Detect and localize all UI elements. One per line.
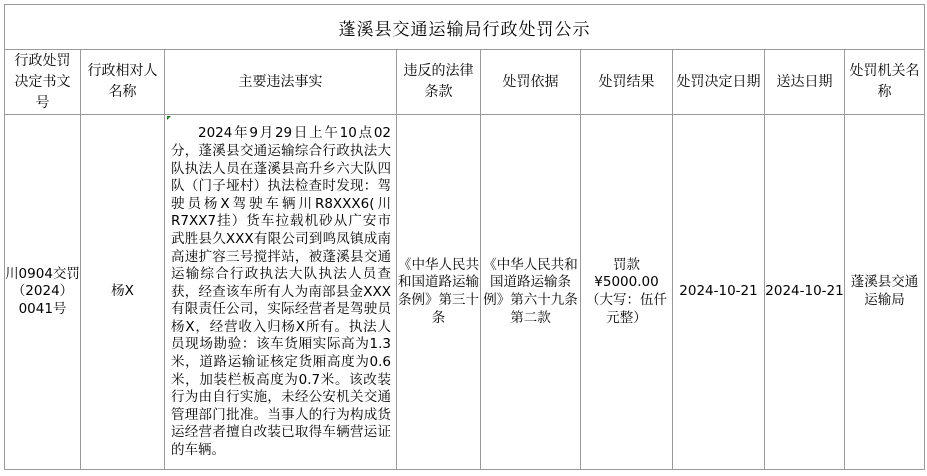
facts-text: 2024年9月29日上午10点02分，蓬溪县交通运输综合行政执法大队执法人员在蓬溪县高升乡六大队四队（门子垭村）执法检查时发现：驾驶员杨X驾驶车辆川R8XXX6(川R7XX7挂）货车拉载机砂从广安市武胜县久XXX有限公司到鸣凤镇成南高速扩容三号搅拌站，被蓬溪县交通运输综合行政执法大队执法人员查获，经查该车所有人为南部县金XXX有限责任公司，实际经营者是驾驶员杨X，经营收入归杨X所有。执法人员现场勘验：该车货厢实际高为1.3米，道路运输证核定货厢高度为0.6米，加装栏板高度为0.7米。该改装行为由自行实施，未经公安机关交通管理部门批准。当事人的行为构成货运经营者擅自改装已取得车辆营运证的车辆。 [171,125,391,459]
header-delivery-date: 送达日期 [765,50,845,115]
header-facts: 主要违法事实 [165,50,397,115]
header-decision-date: 处罚决定日期 [673,50,765,115]
cell-decision-date: 2024-10-21 [673,115,765,470]
header-penalty-basis: 处罚依据 [481,50,581,115]
header-doc-no: 行政处罚决定书文号 [5,50,81,115]
cell-authority: 蓬溪县交通运输局 [845,115,925,470]
table-row [5,115,925,470]
header-row [5,50,925,115]
cell-facts [165,115,397,470]
header-violated-law: 违反的法律条款 [397,50,481,115]
cell-delivery-date: 2024-10-21 [765,115,845,470]
cell-result: 罚款¥5000.00（大写：伍仟元整） [581,115,673,470]
cell-violated-law: 《中华人民共和国道路运输条例》第三十条 [397,115,481,470]
comment-marker-icon [167,116,171,120]
penalty-disclosure-table [4,4,925,470]
header-authority: 处罚机关名称 [845,50,925,115]
table-title: 蓬溪县交通运输局行政处罚公示 [5,5,925,50]
cell-party: 杨X [81,115,165,470]
cell-penalty-basis: 《中华人民共和国道路运输条例》第六十九条第二款 [481,115,581,470]
header-result: 处罚结果 [581,50,673,115]
cell-doc-no: 川0904交罚（2024）0041号 [5,115,81,470]
header-party: 行政相对人名称 [81,50,165,115]
